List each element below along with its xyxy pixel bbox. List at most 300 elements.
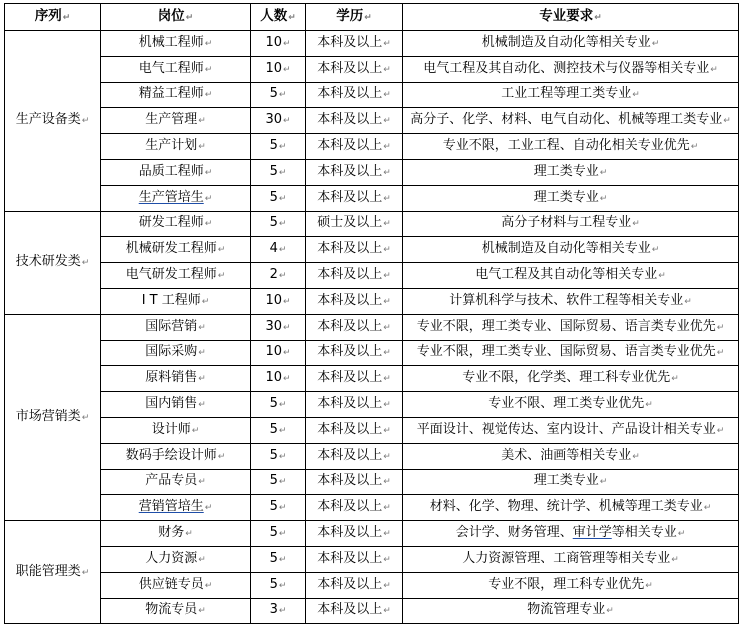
position-cell — [101, 134, 251, 160]
paragraph-mark-icon: ↵ — [278, 193, 287, 204]
major-text: 物流管理专业 — [527, 602, 606, 618]
count-cell — [251, 521, 306, 547]
category-label: 生产设备类 — [15, 112, 81, 128]
education-value: 硕士及以上 — [317, 215, 383, 231]
table-row — [5, 56, 739, 82]
count-cell — [251, 417, 306, 443]
major-cell — [403, 211, 739, 237]
position-label: 设计师 — [151, 421, 191, 437]
education-cell — [306, 314, 403, 340]
education-value: 本科及以上 — [317, 34, 383, 50]
count-value: 5 — [269, 447, 278, 463]
count-value: 2 — [269, 267, 278, 283]
paragraph-mark-icon: ↵ — [283, 374, 291, 385]
major-text: 专业不限、理工类专业优先 — [488, 396, 645, 412]
count-cell — [251, 443, 306, 469]
education-cell — [306, 366, 403, 392]
paragraph-mark-icon: ↵ — [217, 451, 226, 462]
paragraph-mark-icon: ↵ — [716, 322, 725, 333]
major-text-part: 等相关专业 — [611, 525, 677, 541]
count-cell — [251, 211, 306, 237]
count-value: 10 — [265, 60, 282, 76]
position-label: 品质工程师 — [138, 163, 204, 179]
major-cell — [403, 572, 739, 598]
position-label: 生产管理 — [145, 112, 198, 128]
position-cell — [101, 417, 251, 443]
major-cell — [403, 443, 739, 469]
paragraph-mark-icon: ↵ — [632, 451, 640, 462]
paragraph-mark-icon: ↵ — [671, 374, 679, 385]
paragraph-mark-icon: ↵ — [710, 64, 718, 75]
paragraph-mark-icon: ↵ — [383, 271, 391, 282]
position-label: 国际营销 — [145, 318, 198, 334]
position-cell — [101, 31, 251, 57]
position-cell — [101, 314, 251, 340]
count-value: 5 — [269, 189, 278, 205]
position-cell — [101, 366, 251, 392]
count-cell — [251, 185, 306, 211]
education-value: 本科及以上 — [317, 421, 383, 437]
major-cell — [403, 392, 739, 418]
position-cell — [101, 82, 251, 108]
paragraph-mark-icon: ↵ — [383, 142, 391, 153]
education-cell — [306, 185, 403, 211]
paragraph-mark-icon: ↵ — [599, 477, 608, 488]
major-text: 高分子、化学、材料、电气自动化、机械等理工类专业 — [410, 112, 723, 128]
position-label: 原料销售 — [145, 370, 198, 386]
position-label: 数码手绘设计师 — [125, 447, 217, 463]
paragraph-mark-icon: ↵ — [599, 193, 608, 204]
table-row — [5, 443, 739, 469]
paragraph-mark-icon: ↵ — [651, 38, 660, 49]
paragraph-mark-icon: ↵ — [283, 64, 291, 75]
major-text: 专业不限，理工类专业、国际贸易、语言类专业优先 — [416, 318, 716, 334]
paragraph-mark-icon: ↵ — [703, 503, 712, 514]
paragraph-mark-icon: ↵ — [283, 348, 291, 359]
position-label: 物流专员 — [145, 602, 198, 618]
major-cell — [403, 546, 739, 572]
paragraph-mark-icon: ↵ — [606, 606, 614, 617]
paragraph-mark-icon: ↵ — [204, 193, 213, 204]
education-cell — [306, 417, 403, 443]
major-text: 美术、油画等相关专业 — [501, 447, 632, 463]
paragraph-mark-icon: ↵ — [278, 167, 287, 178]
paragraph-mark-icon: ↵ — [204, 64, 213, 75]
paragraph-mark-icon: ↵ — [684, 296, 692, 307]
paragraph-mark-icon: ↵ — [81, 116, 90, 127]
count-value: 4 — [269, 241, 278, 257]
paragraph-mark-icon: ↵ — [723, 116, 731, 127]
count-cell — [251, 572, 306, 598]
paragraph-mark-icon: ↵ — [201, 296, 210, 307]
paragraph-mark-icon: ↵ — [204, 38, 213, 49]
paragraph-mark-icon: ↵ — [383, 193, 391, 204]
table-row — [5, 263, 739, 289]
paragraph-mark-icon: ↵ — [278, 451, 287, 462]
major-cell — [403, 417, 739, 443]
paragraph-mark-icon: ↵ — [198, 116, 206, 127]
count-cell — [251, 159, 306, 185]
count-value: 5 — [269, 163, 278, 179]
paragraph-mark-icon: ↵ — [283, 296, 291, 307]
count-cell — [251, 392, 306, 418]
major-cell — [403, 56, 739, 82]
position-label: 机械研发工程师 — [125, 241, 217, 257]
paragraph-mark-icon: ↵ — [383, 167, 391, 178]
count-cell — [251, 237, 306, 263]
education-cell — [306, 56, 403, 82]
paragraph-mark-icon: ↵ — [383, 374, 391, 385]
education-value: 本科及以上 — [317, 189, 383, 205]
paragraph-mark-icon: ↵ — [283, 322, 291, 333]
education-value: 本科及以上 — [317, 370, 383, 386]
paragraph-mark-icon: ↵ — [204, 167, 213, 178]
paragraph-mark-icon: ↵ — [383, 606, 391, 617]
count-cell — [251, 108, 306, 134]
table-row — [5, 469, 739, 495]
paragraph-mark-icon: ↵ — [383, 580, 391, 591]
paragraph-mark-icon: ↵ — [278, 425, 287, 436]
paragraph-mark-icon: ↵ — [278, 90, 287, 101]
education-cell — [306, 288, 403, 314]
paragraph-mark-icon: ↵ — [278, 477, 287, 488]
education-cell — [306, 263, 403, 289]
education-value: 本科及以上 — [317, 267, 383, 283]
count-cell — [251, 134, 306, 160]
header-cell-education: 学历↵ — [306, 4, 403, 31]
paragraph-mark-icon: ↵ — [204, 580, 213, 591]
table-row — [5, 495, 739, 521]
position-label: 电气研发工程师 — [125, 267, 217, 283]
category-label: 技术研发类 — [15, 254, 81, 270]
count-value: 10 — [265, 370, 282, 386]
major-cell — [403, 237, 739, 263]
paragraph-mark-icon: ↵ — [278, 606, 287, 617]
paragraph-mark-icon: ↵ — [651, 245, 660, 256]
education-cell — [306, 211, 403, 237]
position-cell — [101, 263, 251, 289]
position-cell — [101, 159, 251, 185]
major-text: 计算机科学与技术、软件工程等相关专业 — [449, 292, 684, 308]
paragraph-mark-icon: ↵ — [716, 425, 725, 436]
education-cell — [306, 572, 403, 598]
category-cell — [5, 211, 101, 314]
count-cell — [251, 598, 306, 624]
paragraph-mark-icon: ↵ — [198, 142, 206, 153]
position-label: 电气工程师 — [138, 60, 204, 76]
paragraph-mark-icon: ↵ — [278, 142, 287, 153]
education-cell — [306, 108, 403, 134]
paragraph-mark-icon: ↵ — [645, 400, 653, 411]
position-cell — [101, 185, 251, 211]
major-text: 专业不限，理工科专业优先 — [488, 576, 645, 592]
education-cell — [306, 598, 403, 624]
paragraph-mark-icon: ↵ — [383, 477, 391, 488]
count-value: 10 — [265, 34, 282, 50]
education-cell — [306, 443, 403, 469]
paragraph-mark-icon: ↵ — [198, 374, 206, 385]
paragraph-mark-icon: ↵ — [198, 322, 206, 333]
position-cell — [101, 598, 251, 624]
education-cell — [306, 546, 403, 572]
position-label: 精益工程师 — [138, 86, 204, 102]
count-cell — [251, 340, 306, 366]
position-label: 产品专员 — [145, 473, 198, 489]
education-value: 本科及以上 — [317, 163, 383, 179]
header-cell-sequence: 序列↵ — [5, 4, 101, 31]
major-text: 电气工程及其自动化等相关专业 — [475, 267, 658, 283]
major-cell — [403, 31, 739, 57]
education-cell — [306, 521, 403, 547]
paragraph-mark-icon: ↵ — [599, 167, 608, 178]
position-label: 生产管培生 — [138, 189, 204, 205]
education-cell — [306, 469, 403, 495]
major-text: 机械制造及自动化等相关专业 — [481, 34, 651, 50]
table-row — [5, 288, 739, 314]
major-text: 平面设计、视觉传达、室内设计、产品设计相关专业 — [416, 421, 716, 437]
education-value: 本科及以上 — [317, 112, 383, 128]
education-value: 本科及以上 — [317, 576, 383, 592]
category-label: 职能管理类 — [15, 563, 81, 579]
education-value: 本科及以上 — [317, 396, 383, 412]
major-cell — [403, 288, 739, 314]
education-cell — [306, 134, 403, 160]
major-cell — [403, 159, 739, 185]
count-value: 5 — [269, 525, 278, 541]
paragraph-mark-icon: ↵ — [383, 245, 391, 256]
paragraph-mark-icon: ↵ — [383, 64, 391, 75]
major-text: 专业不限，理工类专业、国际贸易、语言类专业优先 — [416, 344, 716, 360]
paragraph-mark-icon: ↵ — [278, 219, 287, 230]
paragraph-mark-icon: ↵ — [278, 400, 287, 411]
category-cell — [5, 31, 101, 212]
paragraph-mark-icon: ↵ — [383, 400, 391, 411]
position-label: 机械工程师 — [138, 34, 204, 50]
paragraph-mark-icon: ↵ — [81, 258, 90, 269]
paragraph-mark-icon: ↵ — [198, 606, 206, 617]
table-row — [5, 31, 739, 57]
table-row — [5, 134, 739, 160]
paragraph-mark-icon: ↵ — [283, 116, 291, 127]
count-value: 5 — [269, 499, 278, 515]
position-cell — [101, 288, 251, 314]
major-cell — [403, 134, 739, 160]
count-cell — [251, 366, 306, 392]
paragraph-mark-icon: ↵ — [278, 580, 287, 591]
major-cell — [403, 469, 739, 495]
paragraph-mark-icon: ↵ — [632, 219, 640, 230]
count-cell — [251, 82, 306, 108]
major-text: 专业不限，工业工程、自动化相关专业优先 — [442, 138, 690, 154]
paragraph-mark-icon: ↵ — [283, 38, 291, 49]
education-cell — [306, 392, 403, 418]
major-cell — [403, 263, 739, 289]
table-row — [5, 237, 739, 263]
paragraph-mark-icon: ↵ — [81, 567, 90, 578]
table-row — [5, 392, 739, 418]
paragraph-mark-icon: ↵ — [81, 412, 90, 423]
major-text-part: 会计学、财务管理、 — [455, 525, 573, 541]
category-cell — [5, 314, 101, 520]
major-text: 专业不限，化学类、理工科专业优先 — [462, 370, 671, 386]
count-cell — [251, 314, 306, 340]
major-text: 材料、化学、物理、统计学、机械等理工类专业 — [429, 499, 703, 515]
position-cell — [101, 340, 251, 366]
education-value: 本科及以上 — [317, 525, 383, 541]
position-cell — [101, 443, 251, 469]
position-cell — [101, 546, 251, 572]
category-cell — [5, 521, 101, 624]
table-body — [5, 31, 739, 624]
major-text: 机械制造及自动化等相关专业 — [481, 241, 651, 257]
major-cell — [403, 366, 739, 392]
paragraph-mark-icon: ↵ — [204, 90, 213, 101]
education-value: 本科及以上 — [317, 499, 383, 515]
major-text: 高分子材料与工程专业 — [501, 215, 632, 231]
paragraph-mark-icon: ↵ — [383, 296, 391, 307]
header-row — [5, 4, 739, 31]
position-cell — [101, 521, 251, 547]
major-text: 理工类专业 — [533, 189, 599, 205]
count-value: 5 — [269, 550, 278, 566]
major-text: 电气工程及其自动化、测控技术与仪器等相关专业 — [423, 60, 710, 76]
education-value: 本科及以上 — [317, 292, 383, 308]
table-row — [5, 417, 739, 443]
major-cell — [403, 521, 739, 547]
count-cell — [251, 31, 306, 57]
paragraph-mark-icon: ↵ — [383, 348, 391, 359]
position-label: 人力资源 — [145, 550, 198, 566]
major-text: 理工类专业 — [533, 163, 599, 179]
major-text: 工业工程等理工类专业 — [501, 86, 632, 102]
count-value: 10 — [265, 344, 282, 360]
table-row — [5, 314, 739, 340]
education-cell — [306, 340, 403, 366]
paragraph-mark-icon: ↵ — [278, 529, 287, 540]
paragraph-mark-icon: ↵ — [191, 425, 200, 436]
education-value: 本科及以上 — [317, 602, 383, 618]
paragraph-mark-icon: ↵ — [198, 554, 206, 565]
paragraph-mark-icon: ↵ — [185, 529, 193, 540]
major-cell — [403, 340, 739, 366]
table-row — [5, 185, 739, 211]
paragraph-mark-icon: ↵ — [716, 348, 725, 359]
education-cell — [306, 82, 403, 108]
position-label: 营销管培生 — [138, 499, 204, 515]
position-cell — [101, 56, 251, 82]
paragraph-mark-icon: ↵ — [217, 245, 226, 256]
paragraph-mark-icon: ↵ — [383, 554, 391, 565]
paragraph-mark-icon: ↵ — [204, 219, 213, 230]
education-value: 本科及以上 — [317, 241, 383, 257]
education-cell — [306, 237, 403, 263]
major-text: 理工类专业 — [533, 473, 599, 489]
paragraph-mark-icon: ↵ — [632, 90, 640, 101]
paragraph-mark-icon: ↵ — [383, 90, 391, 101]
position-cell — [101, 211, 251, 237]
table-row — [5, 159, 739, 185]
count-cell — [251, 56, 306, 82]
paragraph-mark-icon: ↵ — [278, 503, 287, 514]
position-cell — [101, 495, 251, 521]
position-label: 生产计划 — [145, 138, 198, 154]
paragraph-mark-icon: ↵ — [690, 142, 699, 153]
table-row — [5, 366, 739, 392]
paragraph-mark-icon: ↵ — [677, 529, 686, 540]
education-cell — [306, 495, 403, 521]
paragraph-mark-icon: ↵ — [645, 580, 653, 591]
major-cell — [403, 495, 739, 521]
paragraph-mark-icon: ↵ — [198, 400, 206, 411]
table-row — [5, 108, 739, 134]
education-value: 本科及以上 — [317, 318, 383, 334]
count-value: 5 — [269, 421, 278, 437]
count-cell — [251, 263, 306, 289]
paragraph-mark-icon: ↵ — [383, 38, 391, 49]
table-row — [5, 521, 739, 547]
table-row — [5, 340, 739, 366]
education-value: 本科及以上 — [317, 447, 383, 463]
paragraph-mark-icon: ↵ — [278, 271, 287, 282]
count-value: 5 — [269, 576, 278, 592]
paragraph-mark-icon: ↵ — [383, 425, 391, 436]
table-row — [5, 598, 739, 624]
major-cell — [403, 598, 739, 624]
position-label: 国内销售 — [145, 396, 198, 412]
paragraph-mark-icon: ↵ — [383, 529, 391, 540]
position-label: 国际采购 — [145, 344, 198, 360]
header-cell-count: 人数↵ — [251, 4, 306, 31]
count-value: 3 — [269, 602, 278, 618]
education-value: 本科及以上 — [317, 550, 383, 566]
position-label: I T 工程师 — [141, 292, 201, 308]
count-value: 5 — [269, 396, 278, 412]
position-label: 财务 — [158, 525, 185, 541]
paragraph-mark-icon: ↵ — [671, 554, 679, 565]
count-cell — [251, 495, 306, 521]
major-cell — [403, 314, 739, 340]
position-cell — [101, 469, 251, 495]
count-value: 5 — [269, 86, 278, 102]
header-cell-position: 岗位↵ — [101, 4, 251, 31]
count-value: 30 — [265, 112, 282, 128]
position-label: 研发工程师 — [138, 215, 204, 231]
paragraph-mark-icon: ↵ — [383, 451, 391, 462]
paragraph-mark-icon: ↵ — [383, 503, 391, 514]
major-cell — [403, 82, 739, 108]
position-cell — [101, 572, 251, 598]
position-cell — [101, 237, 251, 263]
table-row — [5, 82, 739, 108]
count-value: 5 — [269, 473, 278, 489]
paragraph-mark-icon: ↵ — [217, 271, 226, 282]
table-row — [5, 211, 739, 237]
education-value: 本科及以上 — [317, 473, 383, 489]
paragraph-mark-icon: ↵ — [383, 219, 391, 230]
education-value: 本科及以上 — [317, 138, 383, 154]
paragraph-mark-icon: ↵ — [383, 322, 391, 333]
count-value: 5 — [269, 215, 278, 231]
count-value: 5 — [269, 138, 278, 154]
education-cell — [306, 31, 403, 57]
paragraph-mark-icon: ↵ — [383, 116, 391, 127]
count-value: 30 — [265, 318, 282, 334]
header-cell-major: 专业要求↵ — [403, 4, 739, 31]
paragraph-mark-icon: ↵ — [204, 503, 213, 514]
count-value: 10 — [265, 292, 282, 308]
major-cell — [403, 185, 739, 211]
count-cell — [251, 546, 306, 572]
